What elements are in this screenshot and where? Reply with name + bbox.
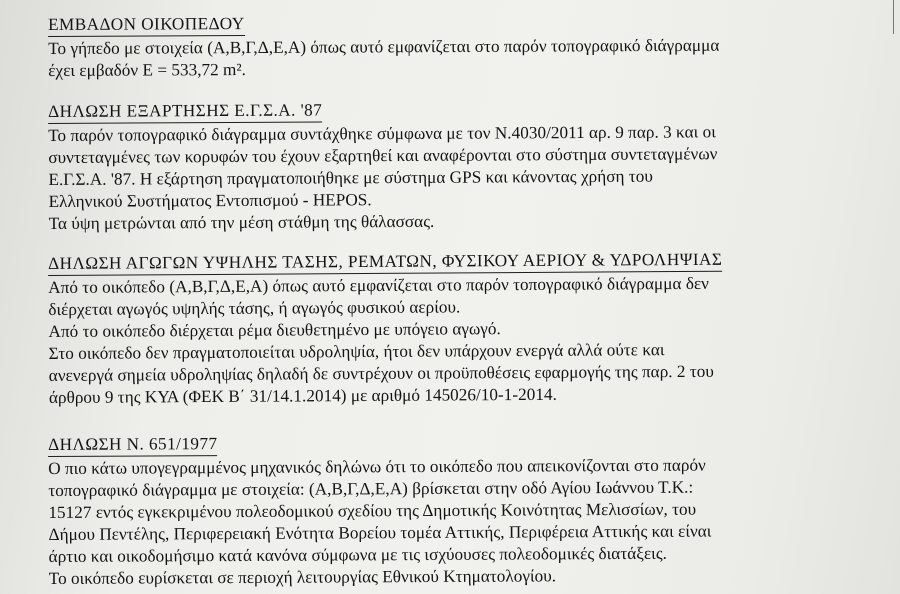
paragraph-line: Το παρόν τοπογραφικό διάγραμμα συντάχθηκε σύμφωνα με τον Ν.4030/2011 αρ. 9 παρ. 3 και οι: [48, 122, 716, 145]
paragraph-line: Το οικόπεδο ευρίσκεται σε περιοχή λειτουργίας Εθνικού Κτηματολογίου.: [48, 566, 557, 588]
paragraph-line: Το γήπεδο με στοιχεία (Α,Β,Γ,Δ,Ε,Α) όπως αυτό εμφανίζεται στο παρόν τοπογραφικό διάγραμμα: [48, 35, 720, 58]
page-edge-line: [893, 0, 900, 34]
paragraph-line: 15127 εντός εγκεκριμένου πολεοδομικού σχεδίου της Δημοτικής Κοινότητας Μελισσίων, του: [48, 499, 697, 522]
paragraph-line: ανενεργά σημεία υδροληψίας δηλαδή δε συντρέχουν οι προϋποθέσεις εφαρμογής της παρ. 2 του: [48, 361, 714, 385]
paragraph-line: Ε.Γ.Σ.Α. '87. Η εξάρτηση πραγματοποιήθηκε με σύστημα GPS και κάνοντας χρήση του: [48, 166, 653, 189]
section-heading: ΔΗΛΩΣΗ ΕΞΑΡΤΗΣΗΣ Ε.Γ.Σ.Α. '87: [48, 99, 322, 124]
section-egsa87-declaration: [48, 97, 718, 235]
section-heading: ΔΗΛΩΣΗ Ν. 651/1977: [48, 433, 218, 457]
paragraph-line: διέρχεται αγωγός υψηλής τάσης, ή αγωγός φυσικού αερίου.: [48, 297, 461, 319]
paragraph-line: Ο πιο κάτω υπογεγραμμένος μηχανικός δηλώνω ότι το οικόπεδο που απεικονίζονται στο παρόν: [48, 455, 706, 478]
paragraph-line: Στο οικόπεδο δεν πραγματοποιείται υδροληψία, ήτοι δεν υπάρχουν ενεργά αλλά ούτε και: [48, 340, 665, 363]
paragraph-line: συντεταγμένες των κορυφών του έχουν εξαρτηθεί και αναφέρονται στο σύστημα συντεταγμένων: [48, 144, 718, 167]
paragraph-line: έχει εμβαδόν Ε = 533,72 m².: [48, 60, 246, 80]
section-law-651-declaration: [48, 431, 712, 590]
section-heading: ΔΗΛΩΣΗ ΑΓΩΓΩΝ ΥΨΗΛΗΣ ΤΑΣΗΣ, ΡΕΜΑΤΩΝ, ΦΥΣΙΚΟΥ ΑΕΡΙΟΥ & ΥΔΡΟΛΗΨΙΑΣ: [48, 249, 722, 276]
section-heading: ΕΜΒΑΔΟΝ ΟΙΚΟΠΕΔΟΥ: [48, 13, 245, 37]
paragraph-line: Από το οικόπεδο (Α,Β,Γ,Δ,Ε,Α) όπως αυτό εμφανίζεται στο παρόν τοπογραφικό διάγραμμα δεν: [48, 273, 709, 297]
section-utilities-declaration: [48, 249, 723, 409]
paragraph-line: Δήμου Πεντέλης, Περιφερειακή Ενότητα Βορείου τομέα Αττικής, Περιφέρεια Αττικής και είναι: [48, 521, 712, 544]
paragraph-line: τοπογραφικό διάγραμμα με στοιχεία: (Α,Β,Γ,Δ,Ε,Α) βρίσκεται στην οδό Αγίου Ιωάννου Τ.Κ.:: [48, 477, 694, 500]
paragraph-line: Ελληνικού Συστήματος Εντοπισμού - HEPOS.: [48, 190, 372, 211]
paragraph-line: Από το οικόπεδο διέρχεται ρέμα διευθετημένο με υπόγειο αγωγό.: [48, 319, 501, 341]
paragraph-line: Τα ύψη μετρώνται από την μέση στάθμη της θάλασσας.: [48, 211, 435, 233]
paragraph-line: άρτιο και οικοδομήσιμο κατά κανόνα σύμφωνα με τις ισχύουσες πολεοδομικές διατάξεις.: [48, 543, 667, 566]
section-plot-area: [48, 11, 720, 82]
paragraph-line: άρθρου 9 της ΚΥΑ (ΦΕΚ Β΄ 31/14.1.2014) με αριθμό 145026/10-1-2014.: [48, 384, 557, 407]
